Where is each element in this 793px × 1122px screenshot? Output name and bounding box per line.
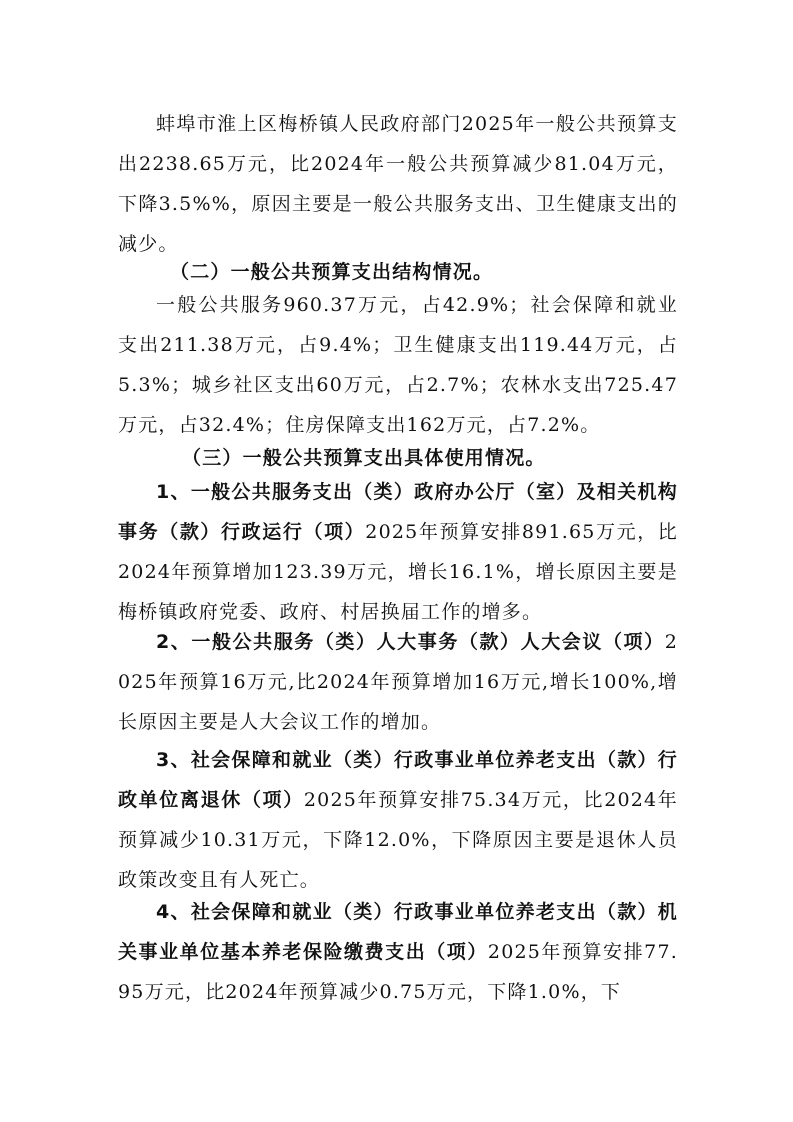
item-3-paragraph	[118, 740, 678, 900]
item-1-paragraph	[118, 472, 678, 632]
item-4-paragraph	[118, 892, 678, 1012]
item-3-body: 2025年预算安排75.34万元，比2024年预算减少10.31万元，下降12.0%，下降原因主要是退休人员政策改变且有人死亡。	[118, 789, 678, 891]
item-1-body: 2025年预算安排891.65万元，比2024年预算增加123.39万元，增长16.1%，增长原因主要是梅桥镇政府党委、政府、村居换届工作的增多。	[118, 521, 679, 623]
section-2-heading: （二）一般公共预算支出结构情况。	[170, 261, 494, 283]
item-2-paragraph	[118, 622, 678, 742]
item-1-title: 1、一般公共服务支出（类）政府办公厅（室）及相关机构事务（款）行政运行（项）	[118, 481, 678, 543]
section-2-paragraph: 一般公共服务960.37万元，占42.9%；社会保障和就业支出211.38万元，占9.4%；卫生健康支出119.44万元，占5.3%；城乡社区支出60万元，占2.7%；农林水支出725.47万元，占32.4%；住房保障支出162万元，占7.2%。	[118, 294, 678, 436]
item-4-body: 2025年预算安排77.95万元，比2024年预算减少0.75万元，下降1.0%，下	[118, 941, 678, 1003]
item-2-title: 2、一般公共服务（类）人大事务（款）人大会议（项）	[156, 631, 665, 653]
section-3-heading: （三）一般公共预算支出具体使用情况。	[182, 447, 546, 469]
intro-paragraph: 蚌埠市淮上区梅桥镇人民政府部门2025年一般公共预算支出2238.65万元，比2024年一般公共预算减少81.04万元，下降3.5%%，原因主要是一般公共服务支出、卫生健康支出的减少。	[118, 113, 678, 255]
item-2-body: 2025年预算16万元,比2024年预算增加16万元,增长100%,增长原因主要是人大会议工作的增加。	[118, 631, 678, 733]
item-3-title: 3、社会保障和就业（类）行政事业单位养老支出（款）行政单位离退休（项）	[118, 749, 678, 811]
item-4-title: 4、社会保障和就业（类）行政事业单位养老支出（款）机关事业单位基本养老保险缴费支出（项）	[118, 901, 678, 963]
